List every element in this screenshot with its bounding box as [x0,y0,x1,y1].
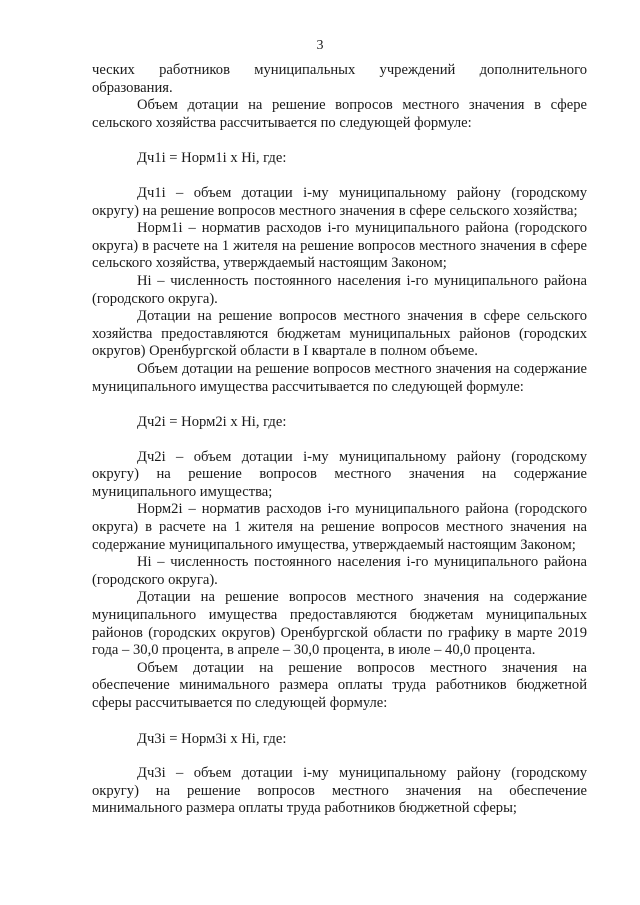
formula-2: Дч2i = Норм2i х Нi, где: [137,414,287,431]
definition-norm2: Норм2i – норматив расходов i-го муниципального района (городского округа) в расчете на 1 жителя на решение вопросов местного значения на содержание муниципального имущества, утверждаемый настоящим Законом; [92,501,587,553]
paragraph-formula-intro-1: Объем дотации на решение вопросов местного значения в сфере сельского хозяйства рассчитывается по следующей формуле: [92,97,587,131]
paragraph-formula-intro-3: Объем дотации на решение вопросов местного значения на обеспечение минимального размера оплаты труда работников бюджетной сферы рассчитывается по следующей формуле: [92,659,587,711]
definition-norm1: Норм1i – норматив расходов i-го муниципального района (городского округа) в расчете на 1 жителя на решение вопросов местного значения в сфере сельского хозяйства, утверждаемый настоящим Законом; [92,220,587,272]
definition-population-2: Нi – численность постоянного населения i-го муниципального района (городского округа). [92,554,587,588]
definition-dch1: Дч1i – объем дотации i-му муниципальному району (городскому округу) на решение вопросов местного значения в сфере сельского хозяйства; [92,184,587,219]
paragraph-continuation: ческих работников муниципальных учреждений дополнительного образования. [92,62,587,96]
paragraph-property-grants: Дотации на решение вопросов местного значения на содержание муниципального имущества предоставляются бюджетам муниципальных районов (городских округов) Оренбургской области по графику в марте 2019 года – 30,0 процента, в апреле – 30,0 процента, в июле – 40,0 процента. [92,589,587,659]
definition-dch3: Дч3i – объем дотации i-му муниципальному району (городскому округу) на решение вопросов местного значения на обеспечение минимального размера оплаты труда работников бюджетной сферы; [92,765,587,817]
document-body [92,62,587,818]
definition-dch2: Дч2i – объем дотации i-му муниципальному району (городскому округу) на решение вопросов местного значения на содержание муниципального имущества; [92,448,587,500]
paragraph-agriculture-grants: Дотации на решение вопросов местного значения в сфере сельского хозяйства предоставляются бюджетам муниципальных районов (городских округов) Оренбургской области в I квартале в полном объеме. [92,308,587,360]
page-number: 3 [316,38,324,53]
paragraph-formula-intro-2: Объем дотации на решение вопросов местного значения на содержание муниципального имущества рассчитывается по следующей формуле: [92,360,587,395]
formula-3: Дч3i = Норм3i х Нi, где: [137,730,287,747]
definition-population-1: Нi – численность постоянного населения i-го муниципального района (городского округа). [92,272,587,307]
formula-1: Дч1i = Норм1i х Нi, где: [137,150,287,167]
